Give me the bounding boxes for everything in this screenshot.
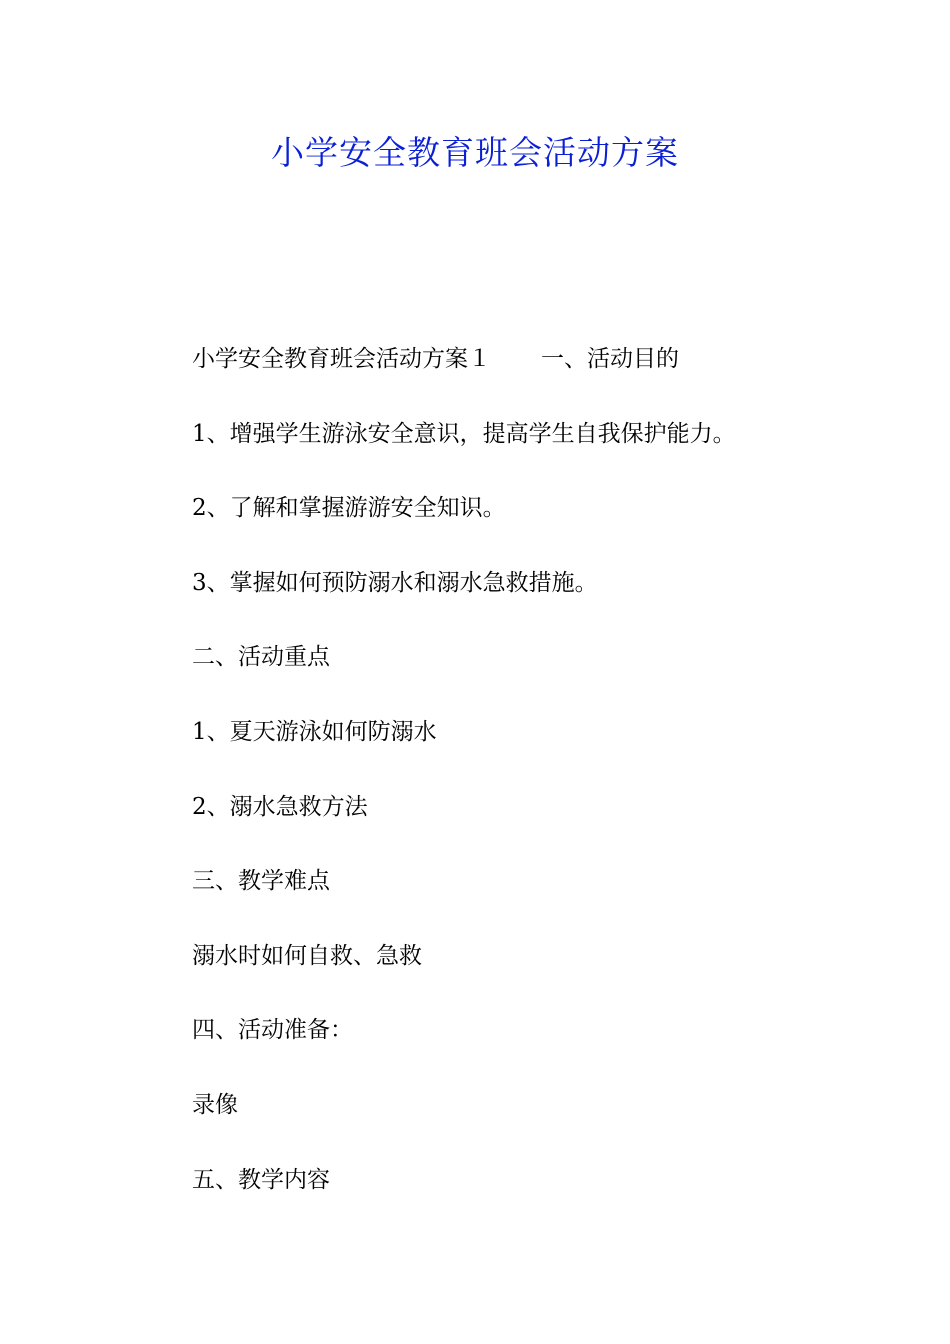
section-heading: 四、活动准备： xyxy=(192,1017,353,1044)
section-heading: 二、活动重点 xyxy=(192,644,330,671)
section-heading-plan: 小学安全教育班会活动方案１ xyxy=(192,346,491,372)
section-heading: 五、教学内容 xyxy=(192,1166,330,1193)
paragraph-line: 3、掌握如何预防溺水和溺水急救措施。 xyxy=(192,569,598,596)
section-heading-purpose: 一、活动目的 xyxy=(541,346,679,372)
paragraph-line: 2、了解和掌握游游安全知识。 xyxy=(192,495,506,522)
paragraph-first-line xyxy=(192,338,892,413)
paragraph-line: 2、溺水急救方法 xyxy=(192,793,368,820)
paragraph-line: 录像 xyxy=(192,1091,238,1118)
paragraph-line: 溺水时如何自救、急救 xyxy=(192,942,422,969)
paragraph-line: 1、增强学生游泳安全意识，提高学生自我保护能力。 xyxy=(192,420,736,447)
section-heading: 三、教学难点 xyxy=(192,868,330,895)
paragraph-line: 1、夏天游泳如何防溺水 xyxy=(192,718,437,745)
document-body xyxy=(192,338,892,1233)
document-title: 小学安全教育班会活动方案 xyxy=(271,133,679,172)
